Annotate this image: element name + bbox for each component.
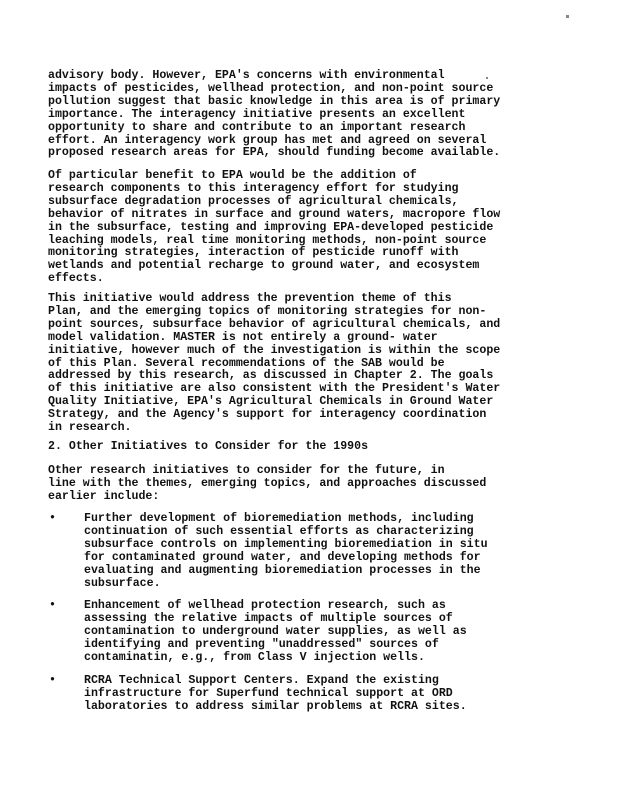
bullet-item-wellhead: Enhancement of wellhead protection research, such as assessing the relative impacts of multiple sources of contamination to underground water supplies, as well as identifying and preventing "unaddressed" sources of contaminatin, e.g., from Class V injection wells. [84,599,467,664]
bullet-item-bioremediation: Further development of bioremediation methods, including continuation of such essential efforts as characterizing subsurface controls on implementing bioremediation in situ for contaminated ground water, and developing methods for evaluating and augmenting bioremediation processes in the subsurface. [84,512,488,590]
paragraph-3: This initiative would address the prevention theme of this Plan, and the emerging topics of monitoring strategies for non- point sources, subsurface behavior of agricultural chemicals, and model validation. MASTER is not entirely a ground- water initiative, however much of the investigation is within the scope of this Plan. Several recommendations of the SAB would be addressed by this research, as discussed in Chapter 2. The goals of this initiative are also consistent with the President's Water Quality Initiative, EPA's Agricultural Chemicals in Ground Water Strategy, and the Agency's support for interagency coordination in research. [48,292,501,435]
scan-speck [566,15,569,18]
paragraph-2: Of particular benefit to EPA would be the addition of research components to this interagency effort for studying subsurface degradation processes of agricultural chemicals, behavior of nitrates in surface and ground waters, macropore flow in the subsurface, testing and improving EPA-developed pesticide leaching models, real time monitoring methods, non-point source monitoring strategies, interaction of pesticide runoff with wetlands and potential recharge to ground water, and ecosystem effects. [48,169,501,286]
paragraph-4: Other research initiatives to consider for the future, in line with the themes, emerging topics, and approaches discussed earlier include: [48,464,487,503]
section-heading: 2. Other Initiatives to Consider for the 1990s [48,440,369,453]
bullet-marker: • [49,674,56,687]
bullet-marker: • [49,512,56,525]
bullet-marker: • [49,599,56,612]
bullet-item-rcra: RCRA Technical Support Centers. Expand the existing infrastructure for Superfund technical support at ORD laboratories to address similar problems at RCRA sites. [84,674,467,713]
paragraph-1: advisory body. However, EPA's concerns with environmental impacts of pesticides, wellhead protection, and non-point source pollution suggest that basic knowledge in this area is of primary importance. The interagency initiative presents an excellent opportunity to share and contribute to an important research effort. An interagency work group has met and agreed on several proposed research areas for EPA, should funding become available. [48,69,501,160]
